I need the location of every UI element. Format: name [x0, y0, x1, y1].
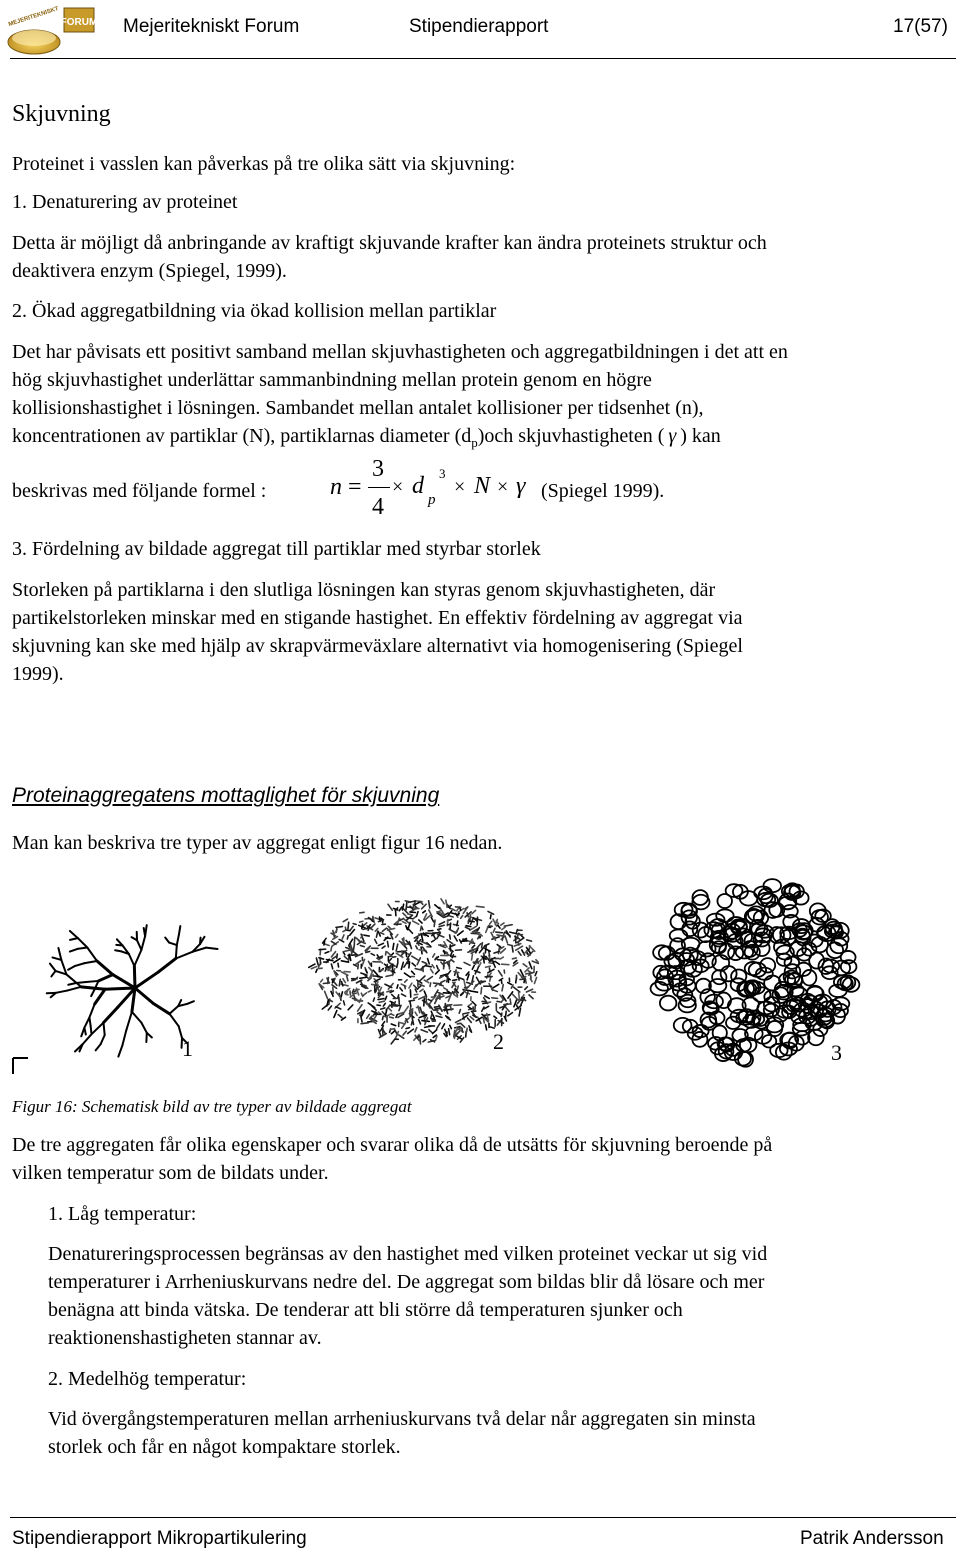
- figure-aggregate-compact: [648, 872, 862, 1068]
- paragraph-figure-intro: Man kan beskriva tre typer av aggregat enligt figur 16 nedan.: [12, 832, 503, 854]
- svg-text:FORUM: FORUM: [60, 17, 96, 28]
- item3-body-line: 1999).: [12, 663, 64, 685]
- item2-body-line: Det har påvisats ett positivt samband mellan skjuvhastigheten och aggregatbildningen i det att en: [12, 341, 788, 363]
- figure-caption: Figur 16: Schematisk bild av tre typer av bildade aggregat: [12, 1097, 412, 1116]
- section-title-aggregat: Proteinaggregatens mottaglighet för skjuvning: [12, 784, 440, 807]
- figure-aggregate-diffuse: [308, 892, 544, 1048]
- formula-exponent: 3: [439, 466, 446, 481]
- formula-d: d: [412, 473, 424, 499]
- formula-N: N: [474, 473, 491, 499]
- header-center: Stipendierapport: [409, 16, 549, 37]
- item1-title: 1. Denaturering av proteinet: [12, 191, 238, 213]
- gamma-symbol: γ: [668, 425, 677, 447]
- paragraph-body-line: vilken temperatur som de bildats under.: [12, 1162, 329, 1184]
- item3-body-line: partikelstorleken minskar med en stigande hastighet. En effektiv fördelning av aggregat via: [12, 607, 743, 629]
- formula-n: n: [330, 474, 342, 500]
- item1-body-line: Detta är möjligt då anbringande av kraftigt skjuvande krafter kan ändra proteinets struktur och: [12, 232, 767, 254]
- header-left: Mejeritekniskt Forum: [123, 16, 300, 37]
- paragraph-intro: Proteinet i vasslen kan påverkas på tre olika sätt via skjuvning:: [12, 153, 516, 175]
- list-item-1-body-line: Denatureringsprocessen begränsas av den hastighet med vilken proteinet veckar ut sig vid: [48, 1243, 768, 1265]
- text-part: koncentrationen av partiklar (N), partiklarnas diameter (d: [12, 425, 472, 447]
- header-page-number: 17(57): [893, 16, 948, 37]
- figure-label-1: 1: [182, 1036, 193, 1061]
- subscript-p: p: [471, 435, 478, 450]
- formula-equals: =: [348, 474, 362, 500]
- item2-body-line: hög skjuvhastighet underlättar sammanbindning mellan protein genom en högre: [12, 369, 652, 391]
- list-item-1-title: 1. Låg temperatur:: [48, 1203, 197, 1225]
- formula-numerator: 3: [372, 456, 384, 482]
- text-part: ) kan: [680, 425, 721, 447]
- formula-subscript: p: [428, 492, 436, 508]
- fraction-bar: [368, 487, 390, 488]
- figure-label-3: 3: [831, 1040, 842, 1065]
- formula-lead: beskrivas med följande formel :: [12, 480, 267, 502]
- list-item-1-body-line: benägna att binda vätska. De tenderar att bli större då temperaturen sjunker och: [48, 1299, 683, 1321]
- item3-title: 3. Fördelning av bildade aggregat till partiklar med styrbar storlek: [12, 538, 541, 560]
- forum-logo: [4, 2, 96, 58]
- section-title-skjuvning: Skjuvning: [12, 101, 111, 127]
- text-part: )och skjuvhastigheten (: [477, 425, 665, 447]
- footer-author: Patrik Andersson: [800, 1528, 944, 1549]
- list-item-2-body-line: Vid övergångstemperaturen mellan arrheniuskurvans två delar når aggregaten sin minsta: [48, 1408, 756, 1430]
- footer-rule: [10, 1517, 956, 1518]
- formula-gamma: γ: [516, 473, 526, 499]
- formula-times: ×: [497, 476, 509, 498]
- figure-label-2: 2: [493, 1029, 504, 1054]
- formula-denominator: 4: [372, 494, 384, 520]
- item2-body-line-4: [12, 422, 721, 457]
- item3-body-line: skjuvning kan ske med hjälp av skrapvärmeväxlare alternativt via homogenisering (Spiegel: [12, 635, 743, 657]
- collision-formula: [326, 456, 546, 526]
- footer-left: Stipendierapport Mikropartikulering: [12, 1528, 307, 1549]
- page-header: [0, 0, 960, 62]
- list-item-2-body-line: storlek och får en något kompaktare storlek.: [48, 1436, 401, 1458]
- figure-aggregate-branched: [10, 896, 260, 1078]
- list-item-1-body-line: reaktionenshastigheten stannar av.: [48, 1327, 322, 1349]
- paragraph-body-line: De tre aggregaten får olika egenskaper och svarar olika då de utsätts för skjuvning beroende på: [12, 1134, 773, 1156]
- item2-body-line: kollisionshastighet i lösningen. Sambandet mellan antalet kollisioner per tidsenhet (n),: [12, 397, 704, 419]
- svg-text:MEJERITEKNISKT: MEJERITEKNISKT: [7, 6, 60, 28]
- item1-body-line: deaktivera enzym (Spiegel, 1999).: [12, 260, 287, 282]
- formula-times: ×: [392, 476, 404, 498]
- list-item-1-body-line: temperaturer i Arrheniuskurvans nedre del. De aggregat som bildas blir då lösare och mer: [48, 1271, 765, 1293]
- item2-title: 2. Ökad aggregatbildning via ökad kollision mellan partiklar: [12, 300, 497, 322]
- formula-reference: (Spiegel 1999).: [541, 480, 665, 502]
- formula-times: ×: [454, 476, 466, 498]
- item3-body-line: Storleken på partiklarna i den slutliga lösningen kan styras genom skjuvhastigheten, där: [12, 579, 716, 601]
- list-item-2-title: 2. Medelhög temperatur:: [48, 1368, 247, 1390]
- header-rule: [10, 58, 956, 59]
